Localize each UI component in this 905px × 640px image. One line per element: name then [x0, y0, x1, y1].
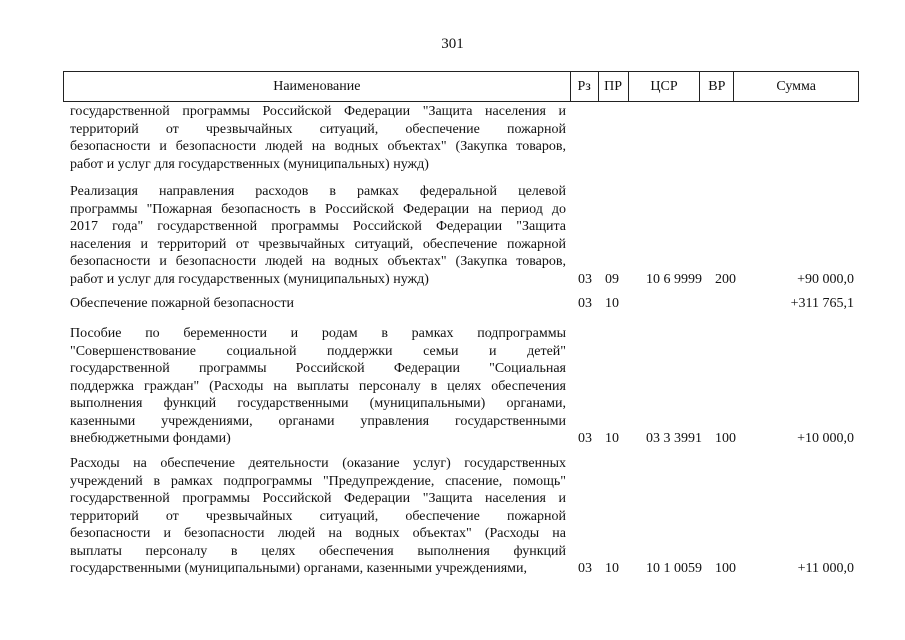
- row-name-line: Обеспечение пожарной безопасности: [70, 296, 295, 311]
- row-pr: 10: [605, 561, 619, 576]
- row-name-line: учреждений в рамках подпрограммы "Предупреждение, спасение, помощь": [70, 473, 566, 489]
- row-name-line: Реализация направления расходов в рамках федеральной целевой: [70, 184, 566, 199]
- row-csr: 10 1 0059: [646, 561, 702, 576]
- row-name-line: Пособие по беременности и родам в рамках подпрограммы: [70, 326, 566, 341]
- table-row: [63, 455, 859, 578]
- row-name-line: территорий от чрезвычайных ситуаций, обеспечение пожарной: [70, 121, 566, 137]
- row-name-line: безопасности и безопасности людей на водных объектах" (Закупка товаров,: [70, 254, 566, 269]
- row-name-line: казенными учреждениями, органами управления государственными: [70, 413, 566, 429]
- row-csr: 03 3 3991: [646, 431, 702, 446]
- row-name-line: выплаты персоналу в целях обеспечения выполнения функций: [70, 543, 566, 559]
- row-csr: 10 6 9999: [646, 271, 702, 287]
- row-name-line: безопасности и безопасности людей на водных объектах" (Закупка товаров,: [70, 139, 566, 154]
- header-csr: ЦСР: [629, 72, 701, 101]
- row-vr: 100: [715, 561, 736, 576]
- row-vr: 200: [715, 271, 736, 287]
- header-name: Наименование: [64, 72, 571, 101]
- row-name-line: Расходы на обеспечение деятельности (оказание услуг) государственных: [70, 456, 566, 471]
- header-pr: ПР: [599, 72, 629, 101]
- row-name-line: населения и территорий от чрезвычайных ситуаций, обеспечение пожарной: [70, 236, 566, 252]
- page-number: 301: [441, 36, 464, 52]
- row-name-line: работ и услуг для государственных (муниципальных) нужд): [70, 156, 429, 172]
- table-row: [63, 295, 859, 313]
- row-name-line: государственной программы Российской Федерации "Социальная: [70, 361, 566, 376]
- row-rz: 03: [578, 561, 592, 576]
- row-name-line: 2017 года" государственной программы Российской Федерации "Защита: [70, 219, 566, 234]
- row-vr: 100: [715, 431, 736, 446]
- row-name-line: программы "Пожарная безопасность в Российской Федерации на период до: [70, 201, 566, 217]
- header-rz: Рз: [571, 72, 599, 101]
- row-sum: +11 000,0: [797, 561, 854, 576]
- header-sum: Сумма: [776, 78, 816, 94]
- row-sum: +10 000,0: [797, 431, 854, 446]
- row-name-line: государственной программы Российской Федерации "Защита населения и: [70, 491, 566, 506]
- row-name-line: безопасности и безопасности людей на водных объектах" (Расходы на: [70, 526, 566, 541]
- row-sum: +90 000,0: [797, 271, 854, 287]
- row-name: [70, 103, 566, 173]
- row-name: [70, 455, 566, 578]
- row-name: [70, 295, 566, 313]
- row-pr: 10: [605, 431, 619, 446]
- row-pr: 10: [605, 296, 619, 311]
- row-name-line: территорий от чрезвычайных ситуаций, обеспечение пожарной: [70, 508, 566, 524]
- table-header: [63, 71, 859, 102]
- row-pr: 09: [605, 271, 619, 287]
- row-name-line: работ и услуг для государственных (муниципальных) нужд): [70, 271, 429, 287]
- row-name-line: государственными (муниципальными) органами, казенными учреждениями,: [70, 561, 527, 576]
- row-name-line: поддержка граждан" (Расходы на выплаты персоналу в целях обеспечения: [70, 378, 566, 394]
- row-rz: 03: [578, 431, 592, 446]
- header-vr: ВР: [700, 72, 734, 101]
- row-name: [70, 183, 566, 288]
- table-row: [63, 183, 859, 288]
- row-name-line: государственной программы Российской Федерации "Защита населения и: [70, 104, 566, 119]
- row-rz: 03: [578, 296, 592, 311]
- row-name: [70, 325, 566, 448]
- row-rz: 03: [578, 271, 592, 287]
- table-row: [63, 325, 859, 448]
- row-name-line: внебюджетными фондами): [70, 431, 231, 446]
- row-name-line: выполнения функций государственными (муниципальными) органами,: [70, 396, 566, 411]
- row-sum: +311 765,1: [790, 296, 854, 311]
- row-name-line: "Совершенствование социальной поддержки семьи и детей": [70, 343, 566, 359]
- table-row: [63, 103, 859, 173]
